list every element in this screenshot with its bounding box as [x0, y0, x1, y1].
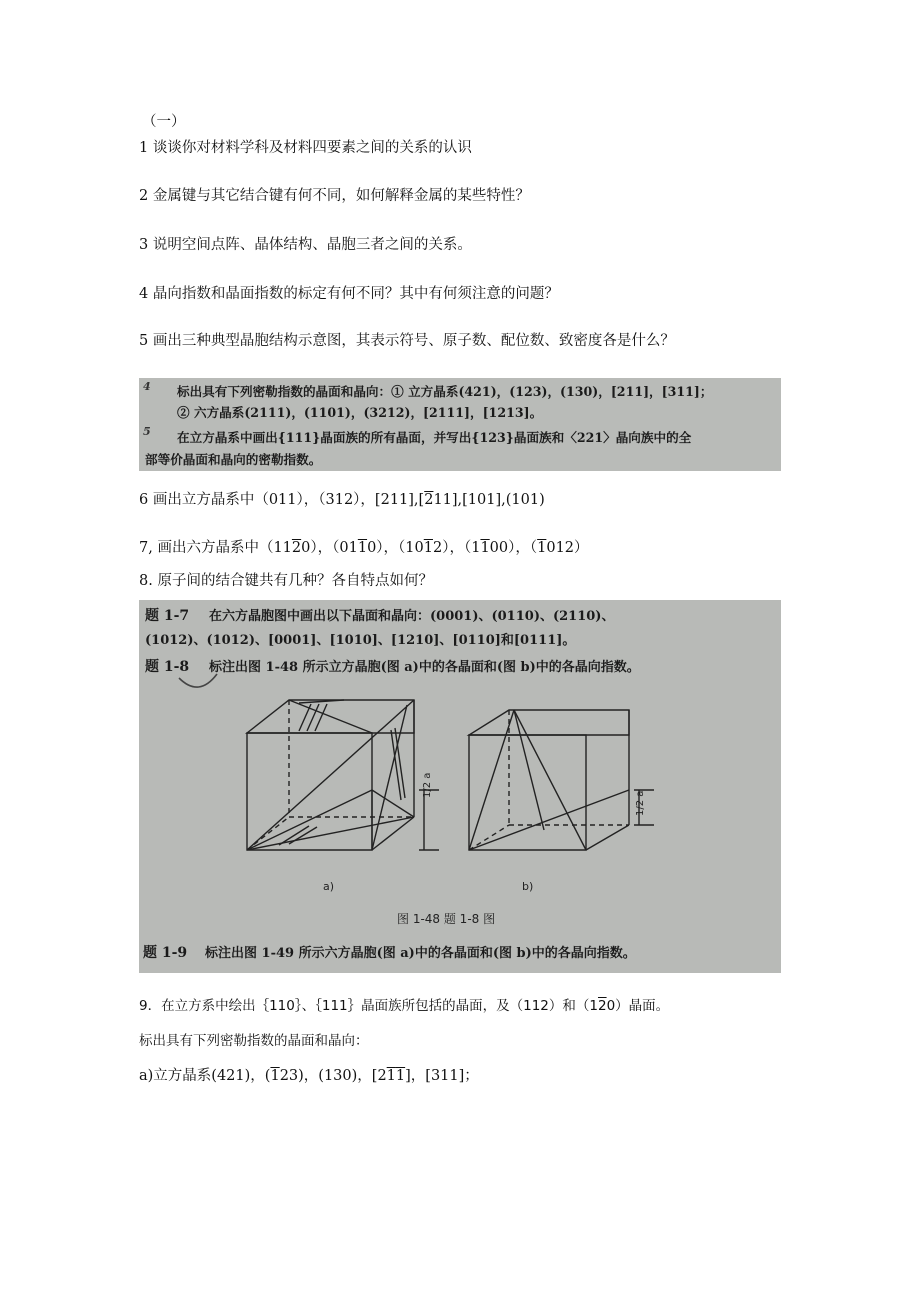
q6-text-end: 11],[101],(101) [433, 492, 545, 508]
handwritten-mark-2: 5 [143, 425, 151, 438]
dimension-label-a: 1/2 a [422, 772, 433, 798]
item-a-bar-1: 1 [270, 1068, 280, 1084]
q7-part-6: 012） [546, 540, 589, 556]
label-instruction: 标出具有下列密勒指数的晶面和晶向： [139, 1033, 369, 1049]
photo1-line-3: 在立方晶系中画出{111}晶面族的所有晶面，并写出{123}晶面族和〈221〉晶向族中的全 [177, 430, 692, 445]
handwritten-mark-1: 4 [143, 380, 151, 393]
question-2: 2 金属键与其它结合键有何不同，如何解释金属的某些特性？ [139, 188, 530, 204]
textbook-photo-figures [139, 600, 781, 973]
textbook-photo-exercises [139, 378, 781, 471]
t19-text: 标注出图 1-49 所示六方晶胞(图 a)中的各晶面和(图 b)中的各晶向指数。 [205, 946, 636, 961]
item-a-bar-3: 1 [395, 1068, 406, 1084]
q7-part-4: 2），（1 [432, 540, 481, 556]
q7-part-5: 00），（ [489, 540, 538, 556]
t17-line-1: 在六方晶胞图中画出以下晶面和晶向：(0001)、(0110)、(2110)、 [209, 609, 615, 624]
item-a-bar-2: 1 [386, 1068, 396, 1084]
t19-label: 题 1-9 [143, 945, 188, 961]
t18-label: 题 1-8 [145, 659, 190, 675]
t17-line-2: (1012)、(1012)、[0001]、[1010]、[1210]、[0110]和[0111]。 [145, 633, 576, 648]
q7-bar-3: 1 [423, 540, 433, 556]
item-a-part-2: 23)，(130)，[2 [279, 1068, 387, 1084]
q9-text-start: 9．在立方系中绘出｛110｝、｛111｝晶面族所包括的晶面，及（112）和（1 [139, 998, 598, 1014]
q6-bar-digit: 2 [424, 492, 434, 508]
t18-text: 标注出图 1-48 所示立方晶胞(图 a)中的各晶面和(图 b)中的各晶向指数。 [209, 660, 640, 675]
dimension-label-b: 1/2 a [635, 790, 646, 816]
t17-label: 题 1-7 [145, 608, 190, 624]
q7-part-1: 7, 画出六方晶系中（11 [139, 540, 292, 556]
q9-bar-digit: 2 [597, 998, 607, 1014]
q9-text-end: 0）晶面。 [606, 998, 670, 1014]
question-3: 3 说明空间点阵、晶体结构、晶胞三者之间的关系。 [139, 237, 472, 253]
cube-a [247, 700, 439, 850]
cube-b [469, 710, 654, 850]
photo1-line-1: 标出具有下列密勒指数的晶面和晶向：① 立方晶系(421)，(123)，(130)，[211]，[311]； [177, 384, 713, 399]
q7-part-3: 0），（10 [367, 540, 424, 556]
q7-bar-2: 1 [357, 540, 368, 556]
question-1: 1 谈谈你对材料学科及材料四要素之间的关系的认识 [139, 140, 472, 156]
item-a-part-1: a)立方晶系(421)，( [139, 1068, 271, 1084]
item-a-part-3: ]，[311]； [405, 1068, 479, 1084]
handwritten-swoosh [179, 674, 217, 687]
question-4: 4 晶向指数和晶面指数的标定有何不同？其中有何须注意的问题？ [139, 286, 559, 302]
item-a [139, 1066, 479, 1086]
q7-bar-4: 1 [480, 540, 490, 556]
question-5: 5 画出三种典型晶胞结构示意图，其表示符号、原子数、配位数、致密度各是什么？ [139, 333, 675, 349]
q6-text-start: 6 画出立方晶系中（011），（312），[211],[ [139, 492, 425, 508]
question-7 [139, 538, 589, 558]
section-heading: （一） [142, 114, 186, 130]
question-6 [139, 490, 545, 510]
q7-bar-5: 1 [537, 540, 547, 556]
photo1-line-4: 部等价晶面和晶向的密勒指数。 [145, 452, 322, 467]
q7-part-2: 0），（01 [301, 540, 358, 556]
question-8: 8. 原子间的结合键共有几种？各自特点如何？ [139, 573, 433, 589]
question-9 [139, 996, 669, 1016]
figure-label-b: b) [522, 880, 534, 893]
figure-caption: 图 1-48 题 1-8 图 [397, 912, 496, 926]
photo1-line-2: ② 六方晶系(2111)，(1101)，(3212)，[2111]，[1213]。 [177, 405, 543, 420]
figure-label-a: a) [323, 880, 335, 893]
q7-bar-1: 2 [291, 540, 302, 556]
